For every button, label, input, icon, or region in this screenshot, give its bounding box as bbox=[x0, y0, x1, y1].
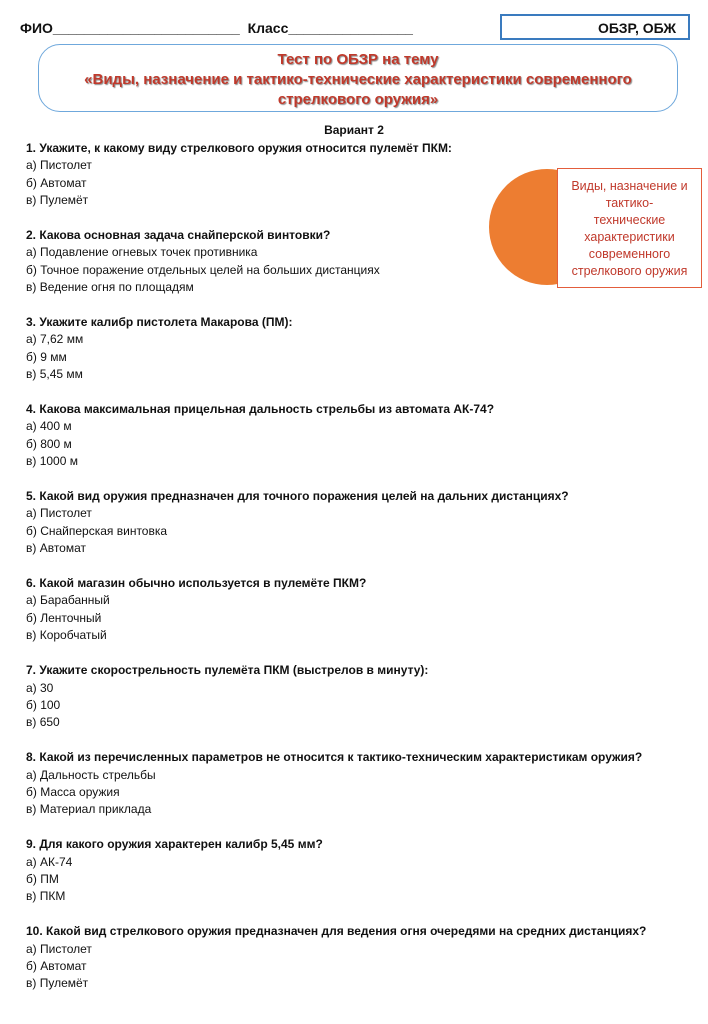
side-note-line: технические bbox=[593, 213, 666, 227]
question-1 bbox=[26, 140, 696, 210]
class-field[interactable]: Класс________________ bbox=[247, 20, 413, 36]
answer-option[interactable]: в) 5,45 мм bbox=[26, 367, 83, 382]
question-7 bbox=[26, 662, 696, 732]
title-line-2: «Виды, назначение и тактико-технические характеристики современного bbox=[84, 71, 632, 88]
answer-option[interactable]: б) 100 bbox=[26, 697, 61, 712]
question-text: 5. Какой вид оружия предназначен для точного поражения целей на дальних дистанциях? bbox=[26, 489, 569, 504]
title-line-3: стрелкового оружия» bbox=[277, 91, 439, 108]
answer-option[interactable]: в) Автомат bbox=[26, 541, 87, 556]
title-line-1: Тест по ОБЗР на тему bbox=[277, 51, 439, 68]
question-8 bbox=[26, 749, 696, 819]
answer-option[interactable]: в) ПКМ bbox=[26, 889, 66, 904]
question-text: 8. Какой из перечисленных параметров не относится к тактико-техническим характеристикам оружия? bbox=[26, 750, 643, 765]
question-text: 9. Для какого оружия характерен калибр 5,45 мм? bbox=[26, 837, 323, 852]
question-6 bbox=[26, 575, 696, 645]
answer-option[interactable]: б) Снайперская винтовка bbox=[26, 523, 168, 538]
question-2 bbox=[26, 227, 696, 297]
question-9 bbox=[26, 836, 696, 906]
answer-option[interactable]: в) 1000 м bbox=[26, 454, 78, 469]
answer-option[interactable]: в) Коробчатый bbox=[26, 628, 107, 643]
answer-option[interactable]: в) 650 bbox=[26, 715, 60, 730]
side-note-line: характеристики bbox=[584, 230, 675, 244]
answer-option[interactable]: б) ПМ bbox=[26, 871, 59, 886]
question-text: 7. Укажите скорострельность пулемёта ПКМ (выстрелов в минуту): bbox=[26, 663, 429, 678]
answer-option[interactable]: а) 30 bbox=[26, 680, 54, 695]
side-note-line: современного bbox=[588, 247, 671, 261]
question-5 bbox=[26, 488, 696, 558]
question-text: 3. Укажите калибр пистолета Макарова (ПМ): bbox=[26, 315, 293, 330]
question-4 bbox=[26, 401, 696, 471]
answer-option[interactable]: в) Материал приклада bbox=[26, 802, 152, 817]
question-text: 10. Какой вид стрелкового оружия предназначен для ведения огня очередями на средних дистанциях? bbox=[26, 924, 647, 939]
answer-option[interactable]: б) 800 м bbox=[26, 436, 72, 451]
subject-label: ОБЗР, ОБЖ bbox=[500, 14, 690, 40]
answer-option[interactable]: б) Масса оружия bbox=[26, 784, 120, 799]
question-list bbox=[26, 140, 696, 1010]
side-note-line: стрелкового оружия bbox=[571, 264, 688, 278]
answer-option[interactable]: в) Ведение огня по площадям bbox=[26, 280, 194, 295]
answer-option[interactable]: б) Точное поражение отдельных целей на больших дистанциях bbox=[26, 262, 380, 277]
answer-option[interactable]: а) АК-74 bbox=[26, 854, 73, 869]
answer-option[interactable]: в) Пулемёт bbox=[26, 193, 89, 208]
answer-option[interactable]: б) Ленточный bbox=[26, 610, 102, 625]
answer-option[interactable]: а) Пистолет bbox=[26, 941, 92, 956]
header-fields bbox=[20, 20, 413, 36]
question-text: 1. Укажите, к какому виду стрелкового оружия относится пулемёт ПКМ: bbox=[26, 141, 452, 155]
answer-option[interactable]: а) 7,62 мм bbox=[26, 332, 84, 347]
answer-option[interactable]: б) Автомат bbox=[26, 958, 87, 973]
test-title bbox=[38, 44, 678, 112]
question-text: 6. Какой магазин обычно используется в пулемёте ПКМ? bbox=[26, 576, 367, 591]
question-text: 2. Какова основная задача снайперской винтовки? bbox=[26, 228, 331, 243]
answer-option[interactable]: б) Автомат bbox=[26, 175, 87, 190]
answer-option[interactable]: а) Пистолет bbox=[26, 506, 92, 521]
answer-option[interactable]: а) Барабанный bbox=[26, 593, 110, 608]
question-text: 4. Какова максимальная прицельная дальность стрельбы из автомата АК-74? bbox=[26, 402, 495, 417]
name-field[interactable]: ФИО________________________ bbox=[20, 20, 240, 36]
answer-option[interactable]: а) Пистолет bbox=[26, 158, 92, 173]
side-note-line: тактико- bbox=[605, 196, 654, 210]
side-note-line: Виды, назначение и bbox=[571, 179, 688, 193]
variant-label: Вариант 2 bbox=[324, 123, 384, 137]
answer-option[interactable]: а) Подавление огневых точек противника bbox=[26, 245, 258, 260]
question-3 bbox=[26, 314, 696, 384]
answer-option[interactable]: а) Дальность стрельбы bbox=[26, 767, 156, 782]
answer-option[interactable]: а) 400 м bbox=[26, 419, 72, 434]
answer-option[interactable]: в) Пулемёт bbox=[26, 976, 89, 991]
question-10 bbox=[26, 923, 696, 993]
answer-option[interactable]: б) 9 мм bbox=[26, 349, 67, 364]
